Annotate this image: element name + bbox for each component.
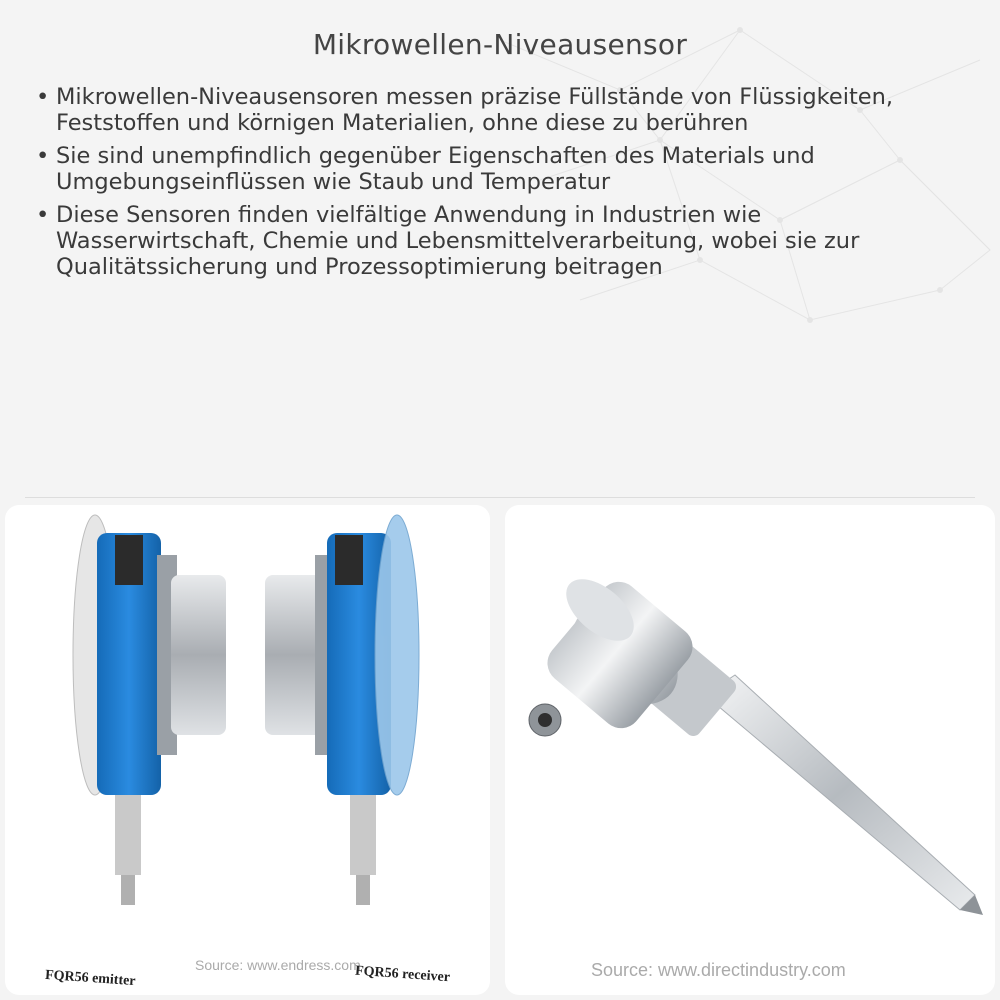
- image-source-right: Source: www.directindustry.com: [591, 960, 846, 980]
- divider: [25, 497, 975, 498]
- caption-emitter: FQR56 emitter: [44, 967, 137, 990]
- image-card-left: [5, 505, 490, 995]
- image-card-right: [505, 505, 995, 995]
- receiver-sensor: [265, 515, 419, 905]
- probe-sensor-illustration: [505, 505, 995, 995]
- bullet-item: • Sie sind unempfindlich gegenüber Eigenschaften des Materials und Umgebungseinflüssen wie Staub und Temperatur: [36, 143, 966, 195]
- bullet-list: [36, 84, 966, 287]
- bullet-item: • Diese Sensoren finden vielfältige Anwendung in Industrien wie Wasserwirtschaft, Chemie und Lebensmittelverarbeitung, wobei sie zur Qualitätssicherung und Prozessoptimierung beitragen: [36, 202, 966, 280]
- bullet-item: • Mikrowellen-Niveausensoren messen präzise Füllstände von Flüssigkeiten, Feststoffen und körnigen Materialien, ohne diese zu berühren: [36, 84, 966, 136]
- page-title: Mikrowellen-Niveausensor: [312, 28, 688, 61]
- emitter-sensor: [73, 515, 226, 905]
- caption-receiver: FQR56 receiver: [354, 963, 451, 986]
- sensor-pair-illustration: [5, 505, 490, 995]
- image-source-left: Source: www.endress.com: [195, 957, 361, 973]
